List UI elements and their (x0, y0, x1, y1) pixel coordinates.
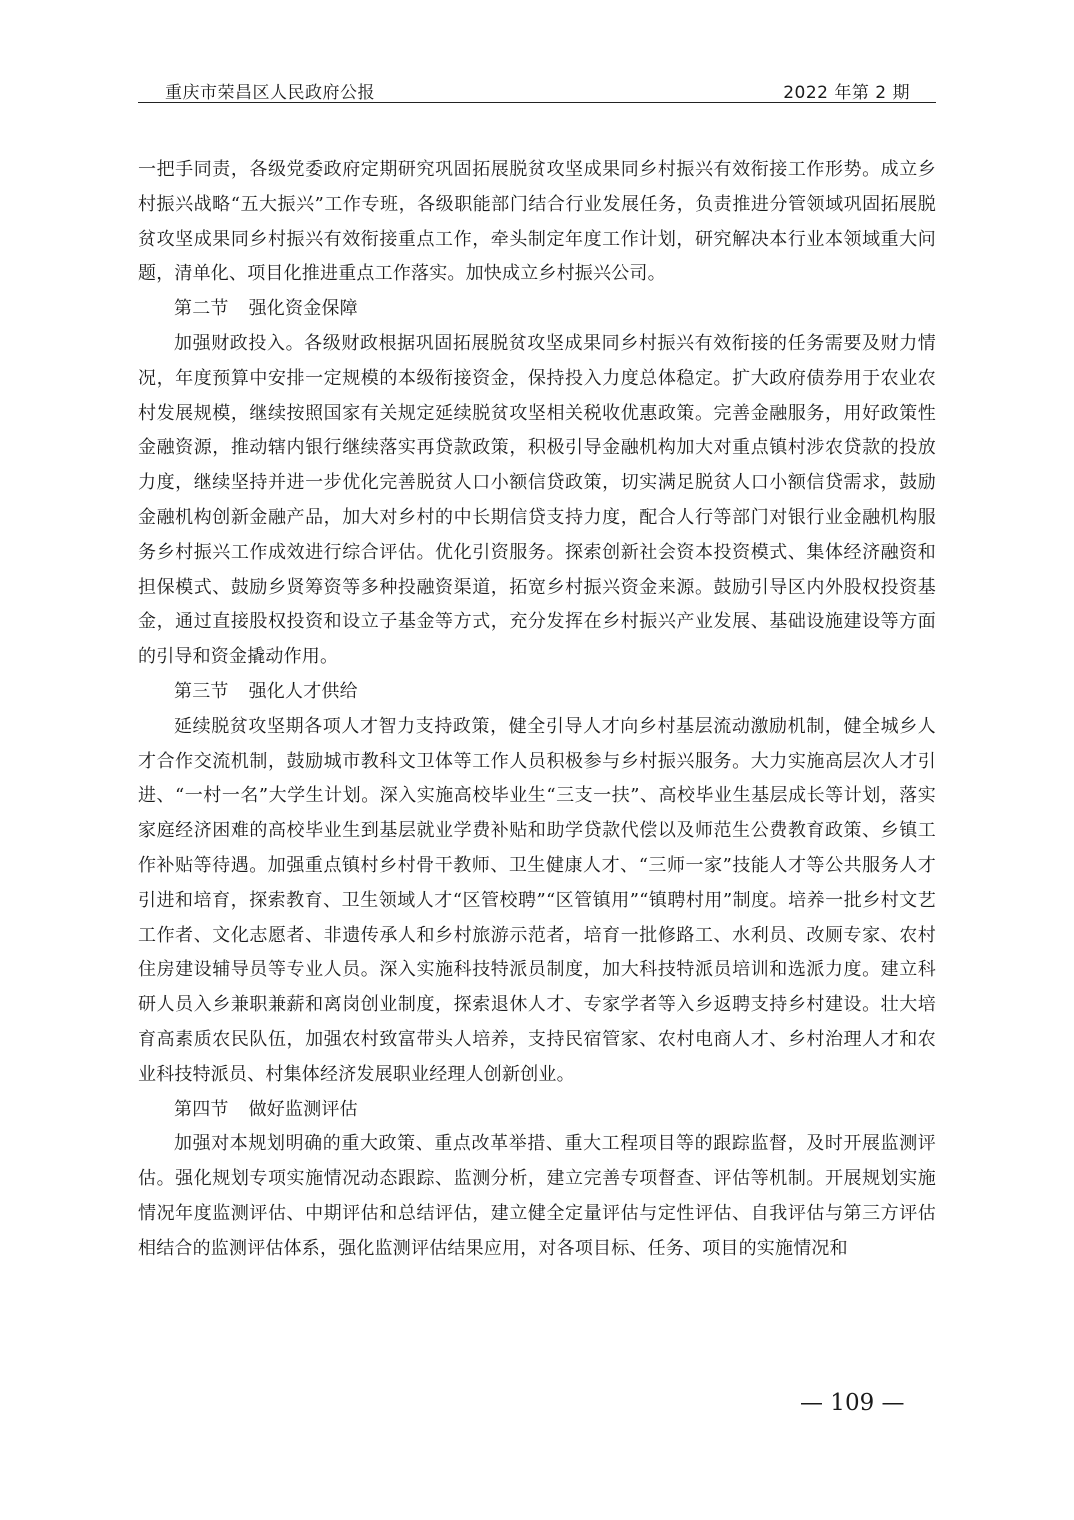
continued-paragraph: 一把手同责，各级党委政府定期研究巩固拓展脱贫攻坚成果同乡村振兴有效衔接工作形势。成立乡村振兴战略“五大振兴”工作专班，各级职能部门结合行业发展任务，负责推进分管领域巩固拓展脱贫攻坚成果同乡村振兴有效衔接重点工作，牵头制定年度工作计划，研究解决本行业本领域重大问题，清单化、项目化推进重点工作落实。加快成立乡村振兴公司。 (138, 159, 936, 285)
section-heading-2 (138, 292, 936, 327)
section-heading-4 (138, 1093, 936, 1128)
section-title: 做好监测评估 (248, 1098, 358, 1120)
section-number: 第三节 (174, 680, 229, 702)
section-paragraph-4: 加强对本规划明确的重大政策、重点改革举措、重大工程项目等的跟踪监督，及时开展监测评估。强化规划专项实施情况动态跟踪、监测分析，建立完善专项督查、评估等机制。开展规划实施情况年度监测评估、中期评估和总结评估，建立健全定量评估与定性评估、自我评估与第三方评估相结合的监测评估体系，强化监测评估结果应用，对各项目标、任务、项目的实施情况和 (138, 1133, 936, 1259)
issue-label: 2022 年第 2 期 (783, 83, 910, 103)
publication-title: 重庆市荣昌区人民政府公报 (165, 83, 375, 103)
section-number: 第四节 (174, 1098, 229, 1120)
document-body (138, 153, 936, 1267)
section-title: 强化资金保障 (248, 298, 358, 320)
section-title: 强化人才供给 (248, 680, 358, 702)
header-divider (138, 102, 936, 103)
page-number: — 109 — (800, 1390, 905, 1416)
section-paragraph-3: 延续脱贫攻坚期各项人才智力支持政策，健全引导人才向乡村基层流动激励机制，健全城乡人才合作交流机制，鼓励城市教科文卫体等工作人员积极参与乡村振兴服务。大力实施高层次人才引进、“一村一名”大学生计划。深入实施高校毕业生“三支一扶”、高校毕业生基层成长等计划，落实家庭经济困难的高校毕业生到基层就业学费补贴和助学贷款代偿以及师范生公费教育政策、乡镇工作补贴等待遇。加强重点镇村乡村骨干教师、卫生健康人才、“三师一家”技能人才等公共服务人才引进和培育，探索教育、卫生领域人才“区管校聘”“区管镇用”“镇聘村用”制度。培养一批乡村文艺工作者、文化志愿者、非遗传承人和乡村旅游示范者，培育一批修路工、水利员、改厕专家、农村住房建设辅导员等专业人员。深入实施科技特派员制度，加大科技特派员培训和选派力度。建立科研人员入乡兼职兼薪和离岗创业制度，探索退休人才、专家学者等入乡返聘支持乡村建设。壮大培育高素质农民队伍，加强农村致富带头人培养，支持民宿管家、农村电商人才、乡村治理人才和农业科技特派员、村集体经济发展职业经理人创新创业。 (138, 715, 936, 1085)
section-heading-3 (138, 675, 936, 710)
section-paragraph-2: 加强财政投入。各级财政根据巩固拓展脱贫攻坚成果同乡村振兴有效衔接的任务需要及财力情况，年度预算中安排一定规模的本级衔接资金，保持投入力度总体稳定。扩大政府债券用于农业农村发展规模，继续按照国家有关规定延续脱贫攻坚相关税收优惠政策。完善金融服务，用好政策性金融资源，推动辖内银行继续落实再贷款政策，积极引导金融机构加大对重点镇村涉农贷款的投放力度，继续坚持并进一步优化完善脱贫人口小额信贷政策，切实满足脱贫人口小额信贷需求，鼓励金融机构创新金融产品，加大对乡村的中长期信贷支持力度，配合人行等部门对银行业金融机构服务乡村振兴工作成效进行综合评估。优化引资服务。探索创新社会资本投资模式、集体经济融资和担保模式、鼓励乡贤筹资等多种投融资渠道，拓宽乡村振兴资金来源。鼓励引导区内外股权投资基金，通过直接股权投资和设立子基金等方式，充分发挥在乡村振兴产业发展、基础设施建设等方面的引导和资金撬动作用。 (138, 332, 936, 668)
section-number: 第二节 (174, 298, 229, 320)
page-header (138, 74, 936, 104)
